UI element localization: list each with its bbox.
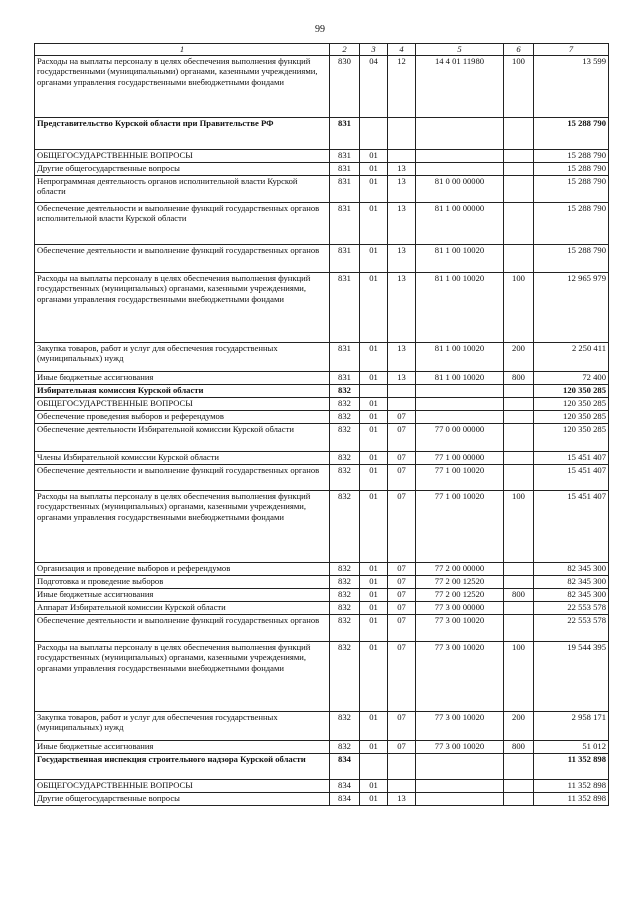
amount: 15 288 790 xyxy=(534,117,609,149)
expense-type-code xyxy=(504,779,534,792)
table-row xyxy=(35,711,609,740)
ved-code: 830 xyxy=(330,55,360,117)
row-name: Непрограммная деятельность органов исполнительной власти Курской области xyxy=(35,175,330,202)
expense-type-code xyxy=(504,175,534,202)
ved-code: 832 xyxy=(330,562,360,575)
amount: 15 451 407 xyxy=(534,490,609,562)
ved-code: 832 xyxy=(330,384,360,397)
expense-type-code xyxy=(504,601,534,614)
section-code: 01 xyxy=(360,272,388,342)
table-row xyxy=(35,490,609,562)
target-article-code: 14 4 01 11980 xyxy=(416,55,504,117)
table-row xyxy=(35,244,609,272)
amount: 13 599 xyxy=(534,55,609,117)
target-article-code xyxy=(416,397,504,410)
table-row xyxy=(35,272,609,342)
target-article-code: 81 1 00 10020 xyxy=(416,272,504,342)
section-code: 01 xyxy=(360,451,388,464)
table-row xyxy=(35,149,609,162)
expense-type-code: 100 xyxy=(504,490,534,562)
column-number: 3 xyxy=(360,44,388,56)
subsection-code xyxy=(388,384,416,397)
subsection-code: 07 xyxy=(388,740,416,753)
expense-type-code xyxy=(504,562,534,575)
amount: 120 350 285 xyxy=(534,423,609,451)
row-name: ОБЩЕГОСУДАРСТВЕННЫЕ ВОПРОСЫ xyxy=(35,779,330,792)
row-name: Обеспечение деятельности и выполнение функций государственных органов xyxy=(35,614,330,641)
ved-code: 832 xyxy=(330,423,360,451)
subsection-code: 13 xyxy=(388,162,416,175)
section-code: 01 xyxy=(360,202,388,244)
amount: 22 553 578 xyxy=(534,614,609,641)
ved-code: 831 xyxy=(330,149,360,162)
amount: 22 553 578 xyxy=(534,601,609,614)
section-code xyxy=(360,117,388,149)
ved-code: 832 xyxy=(330,588,360,601)
target-article-code: 77 3 00 10020 xyxy=(416,614,504,641)
expense-type-code xyxy=(504,384,534,397)
amount: 82 345 300 xyxy=(534,588,609,601)
ved-code: 831 xyxy=(330,244,360,272)
section-code xyxy=(360,384,388,397)
subsection-code: 07 xyxy=(388,575,416,588)
table-row xyxy=(35,117,609,149)
table-row xyxy=(35,410,609,423)
target-article-code: 77 3 00 10020 xyxy=(416,740,504,753)
amount: 82 345 300 xyxy=(534,575,609,588)
amount: 11 352 898 xyxy=(534,792,609,805)
expense-type-code: 100 xyxy=(504,641,534,711)
table-row xyxy=(35,614,609,641)
row-name: Представительство Курской области при Правительстве РФ xyxy=(35,117,330,149)
subsection-code: 13 xyxy=(388,371,416,384)
row-name: Иные бюджетные ассигнования xyxy=(35,740,330,753)
page-number: 99 xyxy=(315,24,325,35)
amount: 72 400 xyxy=(534,371,609,384)
target-article-code xyxy=(416,779,504,792)
ved-code: 832 xyxy=(330,601,360,614)
subsection-code: 07 xyxy=(388,641,416,711)
ved-code: 832 xyxy=(330,464,360,490)
table-row xyxy=(35,562,609,575)
subsection-code: 13 xyxy=(388,342,416,371)
subsection-code xyxy=(388,753,416,779)
subsection-code: 07 xyxy=(388,588,416,601)
table-row xyxy=(35,779,609,792)
ved-code: 832 xyxy=(330,397,360,410)
amount: 11 352 898 xyxy=(534,753,609,779)
amount: 15 288 790 xyxy=(534,162,609,175)
section-code: 01 xyxy=(360,397,388,410)
target-article-code xyxy=(416,753,504,779)
section-code: 01 xyxy=(360,562,388,575)
expense-type-code xyxy=(504,451,534,464)
column-number: 7 xyxy=(534,44,609,56)
table-row xyxy=(35,740,609,753)
expense-type-code xyxy=(504,244,534,272)
section-code: 01 xyxy=(360,410,388,423)
target-article-code xyxy=(416,410,504,423)
table-row xyxy=(35,792,609,805)
row-name: Другие общегосударственные вопросы xyxy=(35,792,330,805)
ved-code: 832 xyxy=(330,451,360,464)
ved-code: 832 xyxy=(330,614,360,641)
table-row xyxy=(35,575,609,588)
target-article-code: 77 2 00 12520 xyxy=(416,575,504,588)
section-code: 01 xyxy=(360,588,388,601)
column-number: 2 xyxy=(330,44,360,56)
amount: 15 288 790 xyxy=(534,175,609,202)
subsection-code: 07 xyxy=(388,423,416,451)
ved-code: 831 xyxy=(330,162,360,175)
subsection-code: 13 xyxy=(388,792,416,805)
table-row xyxy=(35,202,609,244)
row-name: Расходы на выплаты персоналу в целях обеспечения выполнения функций государственными (муниципальными) органами, казенными учреждениями, органами управления государственными внебюджетными фондами xyxy=(35,55,330,117)
column-number: 6 xyxy=(504,44,534,56)
expense-type-code: 100 xyxy=(504,55,534,117)
section-code: 01 xyxy=(360,614,388,641)
section-code: 01 xyxy=(360,464,388,490)
ved-code: 831 xyxy=(330,202,360,244)
budget-table xyxy=(34,43,609,806)
row-name: Аппарат Избирательной комиссии Курской области xyxy=(35,601,330,614)
section-code: 01 xyxy=(360,711,388,740)
target-article-code: 77 2 00 00000 xyxy=(416,562,504,575)
expense-type-code xyxy=(504,423,534,451)
section-code: 01 xyxy=(360,575,388,588)
table-row xyxy=(35,397,609,410)
column-number: 1 xyxy=(35,44,330,56)
row-name: Закупка товаров, работ и услуг для обеспечения государственных (муниципальных) нужд xyxy=(35,342,330,371)
table-row xyxy=(35,641,609,711)
target-article-code: 77 3 00 10020 xyxy=(416,711,504,740)
target-article-code: 77 2 00 12520 xyxy=(416,588,504,601)
section-code: 01 xyxy=(360,740,388,753)
target-article-code xyxy=(416,792,504,805)
section-code: 01 xyxy=(360,371,388,384)
row-name: ОБЩЕГОСУДАРСТВЕННЫЕ ВОПРОСЫ xyxy=(35,149,330,162)
expense-type-code xyxy=(504,575,534,588)
target-article-code: 81 1 00 10020 xyxy=(416,342,504,371)
expense-type-code: 200 xyxy=(504,342,534,371)
subsection-code xyxy=(388,149,416,162)
target-article-code xyxy=(416,117,504,149)
subsection-code: 13 xyxy=(388,244,416,272)
row-name: Закупка товаров, работ и услуг для обеспечения государственных (муниципальных) нужд xyxy=(35,711,330,740)
ved-code: 831 xyxy=(330,342,360,371)
subsection-code: 13 xyxy=(388,272,416,342)
expense-type-code: 800 xyxy=(504,371,534,384)
target-article-code xyxy=(416,149,504,162)
ved-code: 832 xyxy=(330,490,360,562)
ved-code: 834 xyxy=(330,792,360,805)
amount: 51 012 xyxy=(534,740,609,753)
subsection-code: 13 xyxy=(388,175,416,202)
section-code: 01 xyxy=(360,175,388,202)
ved-code: 832 xyxy=(330,641,360,711)
column-number: 5 xyxy=(416,44,504,56)
amount: 2 958 171 xyxy=(534,711,609,740)
target-article-code: 77 3 00 10020 xyxy=(416,641,504,711)
ved-code: 832 xyxy=(330,575,360,588)
table-row xyxy=(35,342,609,371)
table-row xyxy=(35,588,609,601)
row-name: Обеспечение деятельности и выполнение функций государственных органов xyxy=(35,464,330,490)
amount: 15 288 790 xyxy=(534,149,609,162)
expense-type-code xyxy=(504,162,534,175)
ved-code: 831 xyxy=(330,371,360,384)
section-code: 01 xyxy=(360,423,388,451)
column-number: 4 xyxy=(388,44,416,56)
expense-type-code: 200 xyxy=(504,711,534,740)
expense-type-code xyxy=(504,792,534,805)
subsection-code xyxy=(388,779,416,792)
target-article-code xyxy=(416,384,504,397)
expense-type-code xyxy=(504,149,534,162)
row-name: Обеспечение деятельности и выполнение функций государственных органов исполнительной власти Курской области xyxy=(35,202,330,244)
expense-type-code xyxy=(504,410,534,423)
table-row xyxy=(35,175,609,202)
expense-type-code xyxy=(504,117,534,149)
target-article-code: 77 1 00 00000 xyxy=(416,451,504,464)
ved-code: 832 xyxy=(330,740,360,753)
expense-type-code: 100 xyxy=(504,272,534,342)
ved-code: 834 xyxy=(330,753,360,779)
table-row xyxy=(35,601,609,614)
row-name: ОБЩЕГОСУДАРСТВЕННЫЕ ВОПРОСЫ xyxy=(35,397,330,410)
amount: 15 288 790 xyxy=(534,244,609,272)
target-article-code: 77 0 00 00000 xyxy=(416,423,504,451)
amount: 120 350 285 xyxy=(534,384,609,397)
target-article-code: 81 1 00 10020 xyxy=(416,244,504,272)
target-article-code: 81 0 00 00000 xyxy=(416,175,504,202)
table-row xyxy=(35,384,609,397)
subsection-code: 13 xyxy=(388,202,416,244)
table-row xyxy=(35,423,609,451)
row-name: Обеспечение деятельности Избирательной комиссии Курской области xyxy=(35,423,330,451)
section-code: 01 xyxy=(360,162,388,175)
expense-type-code xyxy=(504,464,534,490)
amount: 19 544 395 xyxy=(534,641,609,711)
table-row xyxy=(35,162,609,175)
section-code: 01 xyxy=(360,490,388,562)
ved-code: 834 xyxy=(330,779,360,792)
section-code: 01 xyxy=(360,342,388,371)
subsection-code: 07 xyxy=(388,562,416,575)
target-article-code: 81 1 00 10020 xyxy=(416,371,504,384)
subsection-code: 07 xyxy=(388,711,416,740)
ved-code: 832 xyxy=(330,410,360,423)
amount: 12 965 979 xyxy=(534,272,609,342)
ved-code: 831 xyxy=(330,272,360,342)
subsection-code: 12 xyxy=(388,55,416,117)
subsection-code xyxy=(388,397,416,410)
target-article-code: 77 1 00 10020 xyxy=(416,490,504,562)
table-row xyxy=(35,753,609,779)
expense-type-code xyxy=(504,397,534,410)
amount: 11 352 898 xyxy=(534,779,609,792)
column-number-row xyxy=(35,44,609,56)
amount: 15 451 407 xyxy=(534,451,609,464)
section-code: 04 xyxy=(360,55,388,117)
table-row xyxy=(35,371,609,384)
table-body xyxy=(35,55,609,805)
ved-code: 832 xyxy=(330,711,360,740)
section-code: 01 xyxy=(360,601,388,614)
row-name: Иные бюджетные ассигнования xyxy=(35,588,330,601)
amount: 15 451 407 xyxy=(534,464,609,490)
section-code xyxy=(360,753,388,779)
expense-type-code: 800 xyxy=(504,740,534,753)
section-code: 01 xyxy=(360,149,388,162)
table-row xyxy=(35,55,609,117)
expense-type-code xyxy=(504,614,534,641)
target-article-code xyxy=(416,162,504,175)
row-name: Подготовка и проведение выборов xyxy=(35,575,330,588)
row-name: Члены Избирательной комиссии Курской области xyxy=(35,451,330,464)
section-code: 01 xyxy=(360,792,388,805)
target-article-code: 81 1 00 00000 xyxy=(416,202,504,244)
ved-code: 831 xyxy=(330,175,360,202)
row-name: Организация и проведение выборов и референдумов xyxy=(35,562,330,575)
expense-type-code xyxy=(504,202,534,244)
section-code: 01 xyxy=(360,779,388,792)
amount: 82 345 300 xyxy=(534,562,609,575)
row-name: Расходы на выплаты персоналу в целях обеспечения выполнения функций государственных (муниципальных) органами, казенными учреждениями, органами управления государственными внебюджетными фондами xyxy=(35,272,330,342)
subsection-code: 07 xyxy=(388,410,416,423)
row-name: Обеспечение проведения выборов и референдумов xyxy=(35,410,330,423)
target-article-code: 77 3 00 00000 xyxy=(416,601,504,614)
subsection-code: 07 xyxy=(388,464,416,490)
subsection-code: 07 xyxy=(388,451,416,464)
row-name: Государственная инспекция строительного надзора Курской области xyxy=(35,753,330,779)
section-code: 01 xyxy=(360,641,388,711)
row-name: Другие общегосударственные вопросы xyxy=(35,162,330,175)
ved-code: 831 xyxy=(330,117,360,149)
table-row xyxy=(35,464,609,490)
subsection-code xyxy=(388,117,416,149)
subsection-code: 07 xyxy=(388,490,416,562)
target-article-code: 77 1 00 10020 xyxy=(416,464,504,490)
row-name: Иные бюджетные ассигнования xyxy=(35,371,330,384)
expense-type-code xyxy=(504,753,534,779)
expense-type-code: 800 xyxy=(504,588,534,601)
table-row xyxy=(35,451,609,464)
row-name: Избирательная комиссия Курской области xyxy=(35,384,330,397)
subsection-code: 07 xyxy=(388,601,416,614)
section-code: 01 xyxy=(360,244,388,272)
amount: 15 288 790 xyxy=(534,202,609,244)
amount: 2 250 411 xyxy=(534,342,609,371)
amount: 120 350 285 xyxy=(534,410,609,423)
row-name: Расходы на выплаты персоналу в целях обеспечения выполнения функций государственных (муниципальных) органами, казенными учреждениями, органами управления государственными внебюджетными фондами xyxy=(35,490,330,562)
subsection-code: 07 xyxy=(388,614,416,641)
row-name: Обеспечение деятельности и выполнение функций государственных органов xyxy=(35,244,330,272)
amount: 120 350 285 xyxy=(534,397,609,410)
row-name: Расходы на выплаты персоналу в целях обеспечения выполнения функций государственных (муниципальных) органами, казенными учреждениями, органами управления государственными внебюджетными фондами xyxy=(35,641,330,711)
